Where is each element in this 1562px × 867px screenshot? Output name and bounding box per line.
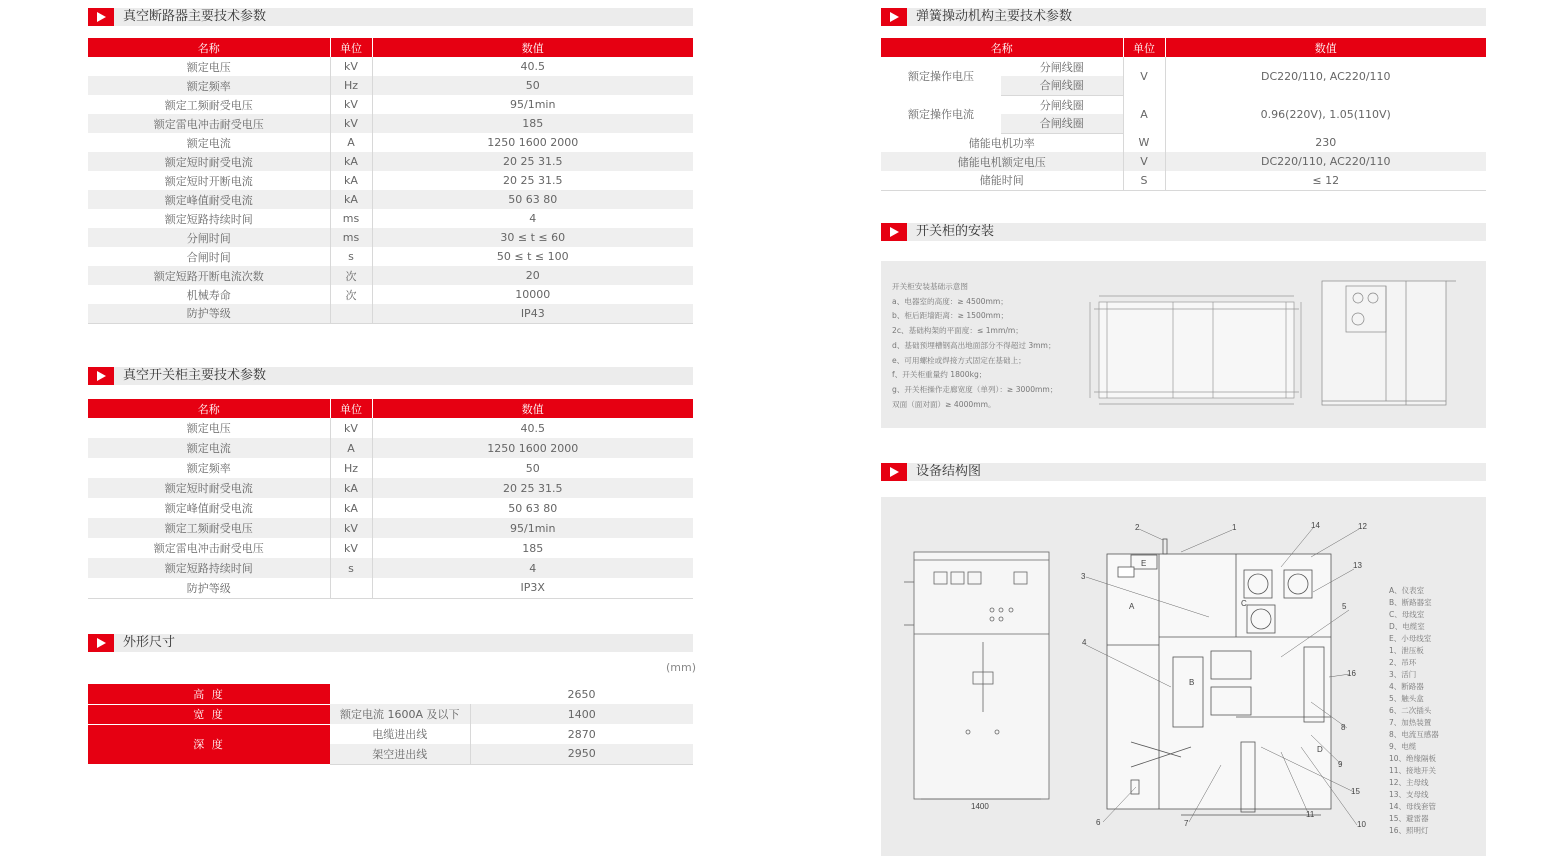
legend-item: 13、支母线 [1389, 790, 1429, 799]
section-title: 设备结构图 [916, 464, 982, 479]
param-unit: ms [330, 228, 372, 247]
param-name: 额定峰值耐受电流 [88, 498, 330, 518]
table-row [88, 478, 693, 498]
param-value: 4 [372, 558, 693, 578]
install-note-line: 2c、基础构架的平面度：≤ 1mm/m； [892, 326, 1023, 336]
legend-item: 6、二次插头 [1389, 706, 1432, 715]
part-number-5: 5 [1342, 602, 1347, 611]
header-cell: 名称 [88, 38, 330, 57]
param-name: 额定峰值耐受电流 [88, 190, 330, 209]
param-value: IP3X [372, 578, 693, 598]
depth-label: 深 度 [88, 724, 330, 764]
install-note-line: f、开关柜重量约 1800kg； [892, 370, 987, 380]
section-header-breaker [88, 8, 693, 26]
section-title: 弹簧操动机构主要技术参数 [916, 9, 1073, 24]
play-arrow-icon [88, 367, 114, 385]
table-header-row [88, 399, 693, 418]
table-row [88, 418, 693, 438]
part-number-2: 2 [1135, 523, 1140, 532]
header-cell: 单位 [330, 38, 372, 57]
param-unit: Hz [330, 76, 372, 95]
section-header-cabinet [88, 367, 693, 385]
install-note-line: 开关柜安装基础示意图 [892, 282, 968, 291]
table-row [88, 578, 693, 598]
param-value: 20 25 31.5 [372, 478, 693, 498]
op-current-unit: A [1123, 95, 1165, 133]
param-unit: s [330, 558, 372, 578]
install-note-line: b、柜后距墙距离：≥ 1500mm； [892, 311, 1009, 321]
depth-value: 2870 [567, 727, 596, 741]
compartment-D: D [1317, 745, 1323, 754]
foundation-drawing [881, 261, 1486, 428]
table-row [88, 458, 693, 478]
compartment-E: E [1141, 559, 1147, 568]
part-number-1: 1 [1232, 523, 1237, 532]
op-current-label: 额定操作电流 [908, 108, 974, 121]
param-name: 额定频率 [88, 76, 330, 95]
param-unit: kV [330, 518, 372, 538]
cabinet-side-view [1322, 281, 1456, 405]
legend-item: 1、泄压板 [1389, 646, 1424, 655]
legend-item: 8、电流互感器 [1389, 730, 1439, 739]
param-name: 合闸时间 [88, 247, 330, 266]
play-arrow-icon [881, 223, 907, 241]
op-voltage-label: 额定操作电压 [908, 70, 974, 83]
structure-legend [1389, 585, 1439, 837]
foundation-plan-view [1090, 296, 1301, 404]
param-value: 40.5 [520, 60, 545, 73]
motor-voltage-unit: V [1123, 152, 1165, 171]
legend-item: B、断路器室 [1389, 598, 1432, 607]
header-cell: 数值 [372, 38, 693, 57]
compartment-A: A [1129, 602, 1135, 611]
legend-item: 12、主母线 [1389, 778, 1429, 787]
header-value: 数值 [1165, 38, 1486, 57]
store-time-unit: S [1123, 171, 1165, 190]
legend-item: 9、电缆 [1389, 742, 1417, 751]
table-row [88, 228, 693, 247]
install-note-line: a、电器室的高度：≥ 4500mm； [892, 296, 1008, 306]
param-name: 机械寿命 [88, 285, 330, 304]
play-arrow-icon [881, 463, 907, 481]
part-number-12: 12 [1358, 522, 1367, 531]
legend-item: E、小母线室 [1389, 634, 1432, 643]
install-note-line: d、基础预埋槽钢高出地面部分不得超过 3mm； [892, 340, 1056, 350]
table-header-row [88, 38, 693, 57]
table-row [88, 704, 693, 724]
part-number-10: 10 [1357, 820, 1366, 829]
height-label: 高 度 [88, 684, 330, 704]
param-name: 额定短时耐受电流 [88, 152, 330, 171]
motor-voltage-label: 储能电机额定电压 [881, 152, 1123, 171]
param-name: 防护等级 [88, 578, 330, 598]
part-number-8: 8 [1341, 723, 1346, 732]
install-note-line: e、可用螺栓或焊接方式固定在基础上； [892, 355, 1026, 365]
table-row [88, 498, 693, 518]
param-unit: kA [330, 498, 372, 518]
legend-item: 11、接地开关 [1389, 766, 1437, 775]
table-row [88, 518, 693, 538]
op-current-value: 0.96(220V), 1.05(110V) [1260, 107, 1391, 121]
motor-power-unit: W [1123, 133, 1165, 152]
motor-voltage-value: DC220/110, AC220/110 [1165, 152, 1486, 171]
table-row [88, 114, 693, 133]
param-unit: A [330, 133, 372, 152]
store-time-label: 储能时间 [881, 171, 1123, 190]
legend-item: D、电缆室 [1389, 622, 1425, 631]
param-name: 额定工频耐受电压 [88, 95, 330, 114]
param-unit: s [330, 247, 372, 266]
store-time-value: ≤ 12 [1165, 171, 1486, 190]
param-unit: kV [330, 95, 372, 114]
section-header-install [881, 223, 1486, 241]
param-unit: kV [330, 57, 372, 76]
table-row [88, 57, 693, 76]
open-coil-label: 分闸线圈 [1001, 95, 1123, 114]
param-value: 50 [372, 76, 693, 95]
param-value: 40.5 [520, 421, 545, 435]
param-name: 额定工频耐受电压 [88, 518, 330, 538]
table-row [88, 171, 693, 190]
op-voltage-value: DC220/110, AC220/110 [1260, 69, 1391, 83]
part-number-3: 3 [1081, 572, 1086, 581]
part-number-11: 11 [1306, 810, 1315, 819]
header-name: 名称 [881, 38, 1123, 57]
part-number-14: 14 [1311, 521, 1320, 530]
param-unit: A [330, 438, 372, 458]
open-coil-label: 分闸线圈 [1001, 57, 1123, 76]
install-note-line: g、开关柜操作走廊宽度（单列）：≥ 3000mm； [892, 384, 1058, 394]
spring-spec-table [881, 38, 1486, 191]
section-header-dims [88, 634, 693, 652]
table-row [88, 684, 693, 704]
width-value: 1400 [470, 704, 693, 724]
legend-item: A、仪表室 [1389, 586, 1425, 595]
param-value: 50 ≤ t ≤ 100 [496, 250, 569, 263]
compartment-B: B [1189, 678, 1195, 687]
part-number-6: 6 [1096, 818, 1101, 827]
param-value: 20 25 31.5 [372, 152, 693, 171]
table-row [88, 304, 693, 323]
motor-power-value: 230 [1315, 136, 1337, 149]
play-arrow-icon [88, 634, 114, 652]
table-row [881, 152, 1486, 171]
table-row [881, 95, 1486, 114]
depth-value: 2950 [470, 744, 693, 764]
structure-panel [881, 497, 1486, 856]
width-condition: 额定电流 1600A 及以下 [330, 704, 470, 724]
table-row [88, 724, 693, 744]
param-value: 185 [522, 541, 544, 555]
param-name: 防护等级 [88, 304, 330, 323]
param-value: 50 63 80 [372, 190, 693, 209]
legend-item: 3、活门 [1389, 670, 1417, 679]
param-unit: kA [330, 171, 372, 190]
part-number-13: 13 [1353, 561, 1362, 570]
param-name: 额定电流 [88, 438, 330, 458]
param-value: 1250 1600 2000 [372, 438, 693, 458]
table-row [88, 266, 693, 285]
part-number-7: 7 [1184, 819, 1189, 828]
param-name: 额定雷电冲击耐受电压 [88, 538, 330, 558]
param-unit: Hz [330, 458, 372, 478]
legend-item: 7、加热装置 [1389, 718, 1432, 727]
depth-condition: 架空进出线 [330, 744, 470, 764]
header-cell: 单位 [330, 399, 372, 418]
header-cell: 名称 [88, 399, 330, 418]
op-voltage-unit: V [1123, 57, 1165, 95]
unit-note: (mm) [666, 661, 697, 674]
table-row [88, 133, 693, 152]
param-value: 4 [529, 212, 537, 225]
param-unit [330, 304, 372, 323]
table-row [88, 190, 693, 209]
table-row [88, 76, 693, 95]
table-row [881, 171, 1486, 190]
section-header-spring [881, 8, 1486, 26]
legend-item: 14、母线套管 [1389, 802, 1437, 811]
depth-condition: 电缆进出线 [330, 724, 470, 744]
close-coil-label: 合闸线圈 [1001, 114, 1123, 133]
section-title: 外形尺寸 [123, 635, 176, 650]
legend-item: 15、避雷器 [1389, 814, 1429, 823]
play-arrow-icon [88, 8, 114, 26]
legend-item: C、母线室 [1389, 610, 1425, 619]
param-value: 50 [525, 461, 540, 475]
param-value: 1250 1600 2000 [487, 136, 579, 149]
param-name: 额定短路持续时间 [88, 209, 330, 228]
param-unit: 次 [330, 285, 372, 304]
param-unit: kV [330, 538, 372, 558]
legend-item: 2、吊环 [1389, 658, 1417, 667]
section-title: 开关柜的安装 [916, 224, 995, 239]
breaker-spec-table [88, 38, 693, 324]
param-name: 额定短时耐受电流 [88, 478, 330, 498]
param-value: 50 63 80 [508, 501, 558, 515]
part-number-9: 9 [1338, 760, 1343, 769]
table-row [88, 247, 693, 266]
param-unit: kV [330, 418, 372, 438]
param-unit: kA [330, 190, 372, 209]
table-row [88, 285, 693, 304]
param-value: 95/1min [372, 518, 693, 538]
table-row [88, 152, 693, 171]
cabinet-section-view [1107, 539, 1331, 815]
cabinet-front-view [904, 552, 1049, 799]
table-row [88, 438, 693, 458]
param-value: 10000 [515, 288, 551, 301]
param-unit: kV [330, 114, 372, 133]
param-name: 额定电压 [88, 418, 330, 438]
header-cell: 数值 [372, 399, 693, 418]
param-unit: 次 [330, 266, 372, 285]
table-row [881, 57, 1486, 76]
param-value: 95/1min [510, 98, 556, 111]
part-number-16: 16 [1347, 669, 1356, 678]
legend-item: 10、绝缘隔板 [1389, 754, 1437, 763]
table-header-row [881, 38, 1486, 57]
param-value: IP43 [372, 304, 693, 323]
param-value: 20 25 31.5 [503, 174, 563, 187]
table-row [88, 538, 693, 558]
section-header-structure [881, 463, 1486, 481]
param-name: 额定频率 [88, 458, 330, 478]
legend-item: 5、触头盒 [1389, 694, 1424, 703]
table-row [88, 558, 693, 578]
param-value: 30 ≤ t ≤ 60 [372, 228, 693, 247]
install-panel [881, 261, 1486, 428]
legend-item: 4、断路器 [1389, 682, 1424, 691]
param-unit: kA [330, 152, 372, 171]
param-name: 额定短路持续时间 [88, 558, 330, 578]
table-row [88, 209, 693, 228]
param-name: 额定电流 [88, 133, 330, 152]
param-name: 额定短路开断电流次数 [88, 266, 330, 285]
table-row [881, 133, 1486, 152]
table-row [88, 95, 693, 114]
width-label: 宽 度 [88, 704, 330, 724]
param-name: 额定电压 [88, 57, 330, 76]
install-note-line: 双面（面对面）≥ 4000mm。 [892, 399, 996, 409]
close-coil-label: 合闸线圈 [1001, 76, 1123, 95]
front-width-dimension: 1400 [971, 802, 989, 811]
param-name: 额定雷电冲击耐受电压 [88, 114, 330, 133]
height-value: 2650 [567, 687, 596, 701]
legend-item: 16、照明灯 [1389, 826, 1429, 835]
part-number-4: 4 [1082, 638, 1087, 647]
section-title: 真空开关柜主要技术参数 [123, 368, 267, 383]
motor-power-label: 储能电机功率 [881, 133, 1123, 152]
cabinet-spec-table [88, 399, 693, 599]
param-value: 20 [372, 266, 693, 285]
param-unit [330, 578, 372, 598]
header-unit: 单位 [1123, 38, 1165, 57]
param-name: 分闸时间 [88, 228, 330, 247]
dimensions-table [88, 684, 693, 765]
param-unit: ms [330, 209, 372, 228]
param-value: 185 [372, 114, 693, 133]
param-name: 额定短时开断电流 [88, 171, 330, 190]
play-arrow-icon [881, 8, 907, 26]
compartment-C: C [1241, 599, 1247, 608]
part-number-15: 15 [1351, 787, 1360, 796]
section-title: 真空断路器主要技术参数 [123, 9, 267, 24]
param-unit: kA [330, 478, 372, 498]
